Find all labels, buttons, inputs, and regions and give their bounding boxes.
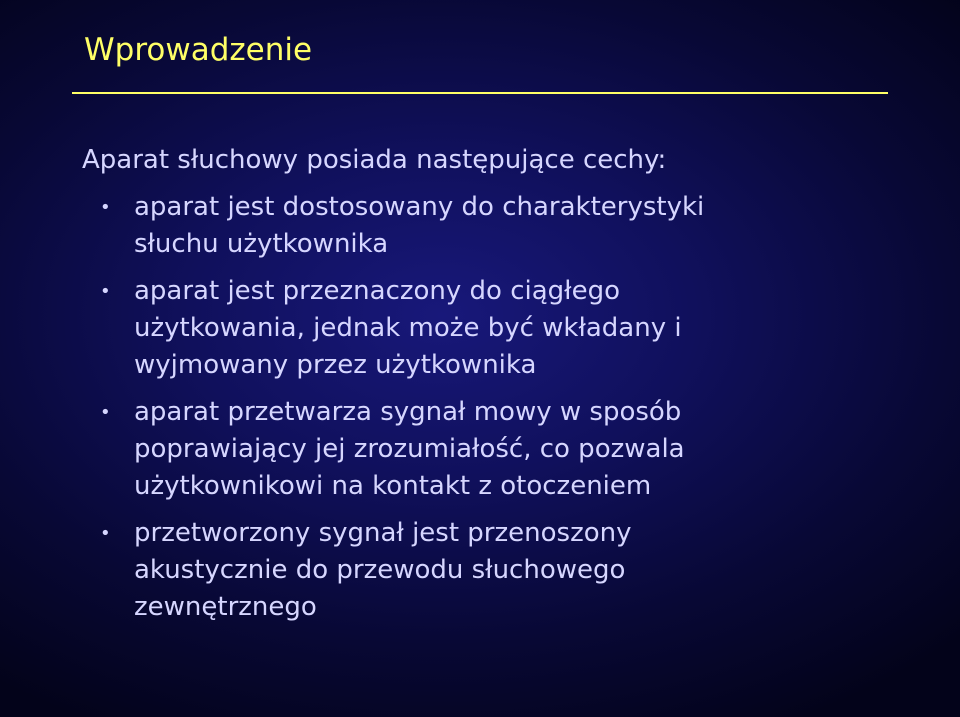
bullet-item [82,515,842,626]
slide-title: Wprowadzenie [84,32,313,68]
bullet-line: zewnętrznego [134,592,317,622]
bullet-line: przetworzony sygnał jest przenoszony [134,518,632,548]
bullet-dot-icon: • [100,402,111,423]
intro-text: Aparat słuchowy posiada następujące cechy: [82,145,667,175]
bullet-item [82,394,842,505]
title-underline [72,92,888,94]
bullet-dot-icon: • [100,281,111,302]
bullet-line: użytkowania, jednak może być wkładany i [134,313,682,343]
bullet-line: aparat jest przeznaczony do ciągłego [134,276,620,306]
bullet-line: wyjmowany przez użytkownika [134,350,537,380]
bullet-line: aparat jest dostosowany do charakterystyki [134,192,705,222]
bullet-item [82,273,842,384]
bullet-line: poprawiający jej zrozumiałość, co pozwala [134,434,685,464]
bullet-dot-icon: • [100,523,111,544]
bullet-list [82,189,842,626]
bullet-line: akustycznie do przewodu słuchowego [134,555,626,585]
bullet-item [82,189,842,263]
bullet-line: aparat przetwarza sygnał mowy w sposób [134,397,682,427]
slide-content [82,141,842,626]
bullet-line: słuchu użytkownika [134,229,389,259]
bullet-line: użytkownikowi na kontakt z otoczeniem [134,471,652,501]
bullet-dot-icon: • [100,197,111,218]
